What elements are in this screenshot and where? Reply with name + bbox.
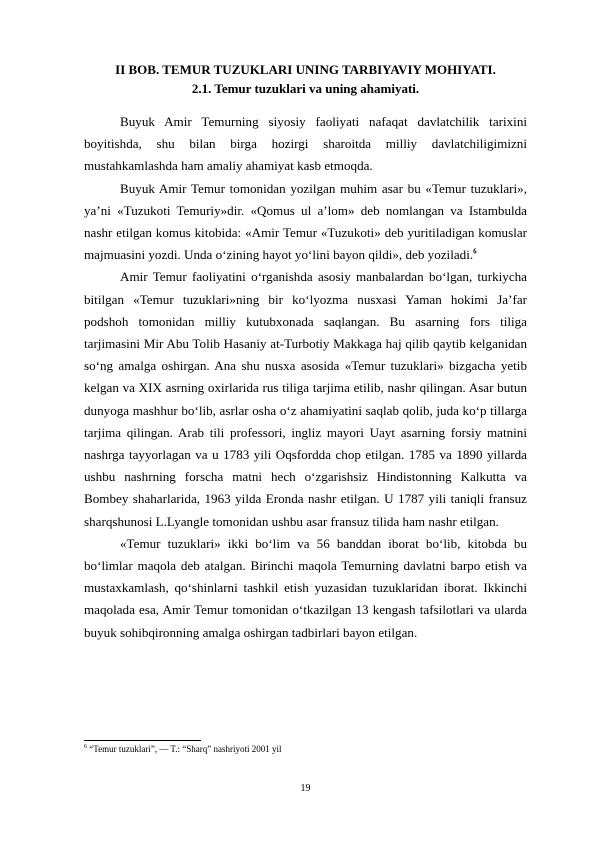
footnote-reference: 6 <box>473 247 477 256</box>
paragraph-2-text: Buyuk Amir Temur tomonidan yozilgan muhim asar bu «Temur tuzuklari», ya’ni «Tuzukoti Temuriy»dir. «Qomus ul a’lom» deb nomlangan va Istambulda nashr etilgan komus kitobida: «Amir Temur «Tuzukoti» deb yuritiladigan komuslar majmuasini yozdi. Unda o‘zining hayot yo‘lini bayon qildi», deb yoziladi. <box>84 180 527 263</box>
footnote-text: “Temur tuzuklari”, — T.: “Sharq” nashriyoti 2001 yil <box>89 744 282 754</box>
paragraph-3: Amir Temur faoliyatini o‘rganishda asosiy manbalardan bo‘lgan, turkiycha bitilgan «Temur tuzuklari»ning bir ko‘lyozma nusxasi Yaman hokimi Ja’far podshoh tomonidan milliy kutubxonada saqlangan. Bu asarning fors tiliga tarjimasini Mir Abu Tolib Hasaniy at-Turbotiy Makkaga haj qilib qaytib kelganidan so‘ng amalga oshirgan. Ana shu nusxa asosida «Temur tuzuklari» bizgacha yetib kelgan va XIX asrning oxirlarida rus tiliga tarjima etilib, nashr qilingan. Asar butun dunyoga mashhur bo‘lib, asrlar osha o‘z ahamiyatini saqlab qolib, juda ko‘p tillarga tarjima qilingan. Arab tili professori, ingliz mayori Uayt asarning forsiy matnini nashrga tayyorlagan va u 1783 yili Oqsfordda chop etilgan. 1785 va 1890 yillarda ushbu nashrning forscha matni hech o‘zgarishsiz Hindistonning Kalkutta va Bombey shaharlarida, 1963 yilda Eronda nashr etilgan. U 1787 yili taniqli fransuz sharqshunosi L.Lyangle tomonidan ushbu asar fransuz tilida ham nashr etilgan. <box>84 269 527 529</box>
section-title: 2.1. Temur tuzuklari va uning ahamiyati. <box>191 81 420 96</box>
page-number: 19 <box>300 783 311 794</box>
footnote <box>84 743 527 755</box>
chapter-title: II BOB. TEMUR TUZUKLARI UNING TARBIYAVIY MOHIYATI. <box>115 62 496 77</box>
paragraph-1: Buyuk Amir Temurning siyosiy faoliyati nafaqat davlatchilik tarixini boyitishda, shu bilan birga hozirgi sharoitda milliy davlatchiligimizni mustahkamlashda ham amaliy ahamiyat kasb etmoqda. <box>84 114 527 174</box>
paragraph-2 <box>84 178 527 267</box>
paragraph-4: «Temur tuzuklari» ikki bo‘lim va 56 banddan iborat bo‘lib, kitobda bu bo‘limlar maqola deb atalgan. Birinchi maqola Temurning davlatni barpo etish va mustaxkamlash, qo‘shinlarni tashkil etish yuzasidan tuzuklaridan iborat. Ikkinchi maqolada esa, Amir Temur tomonidan o‘tkazilgan 13 kengash tafsilotlari va ularda buyuk sohibqironning amalga oshirgan tadbirlari bayon etilgan. <box>84 535 527 640</box>
footnote-separator <box>84 740 201 741</box>
footnote-mark: 6 <box>84 744 87 750</box>
body-text <box>84 111 527 644</box>
